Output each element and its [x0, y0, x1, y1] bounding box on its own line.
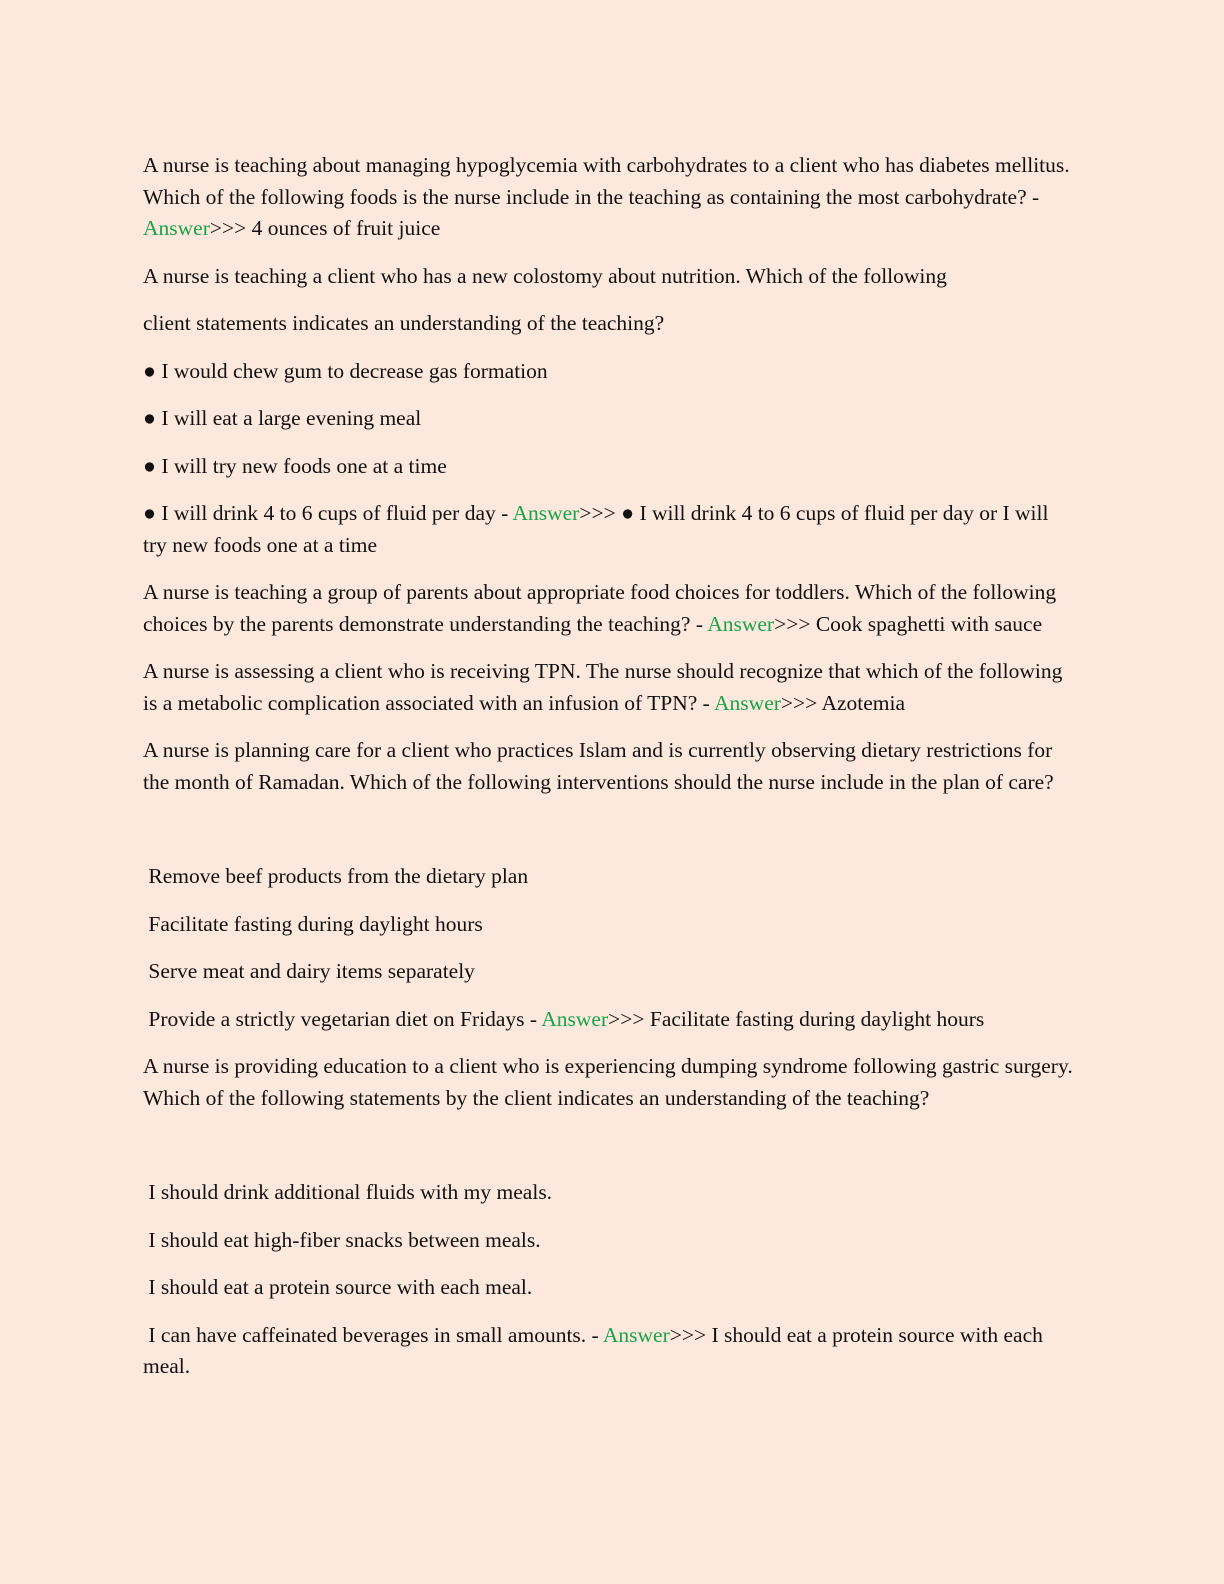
- question-6-answer: >>> I should eat a protein source with each meal.: [143, 1322, 1043, 1378]
- question-5-answer: >>> Facilitate fasting during daylight hours: [608, 1006, 985, 1031]
- question-6-text: A nurse is providing education to a client who is experiencing dumping syndrome following gastric surgery. Which of the following statements by the client indicates an understanding of the teaching?: [143, 1054, 1073, 1110]
- question-6-option-4: [143, 1320, 1073, 1383]
- question-5-last-option: Provide a strictly vegetarian diet on Fridays -: [143, 1006, 542, 1031]
- question-6-option-1: I should drink additional fluids with my meals.: [143, 1180, 553, 1204]
- answer-label: Answer: [714, 690, 781, 715]
- question-2-line-2: client statements indicates an understanding of the teaching?: [143, 311, 665, 335]
- question-2-option-3: ● I will try new foods one at a time: [143, 453, 447, 478]
- question-4-text: A nurse is assessing a client who is receiving TPN. The nurse should recognize that which of the following is a metabolic complication associated with an infusion of TPN? -: [143, 659, 1063, 715]
- question-6-option-3: I should eat a protein source with each meal.: [143, 1275, 533, 1299]
- answer-label: Answer: [602, 1322, 670, 1347]
- question-1-text: A nurse is teaching about managing hypoglycemia with carbohydrates to a client who has diabetes mellitus. Which of the following foods is the nurse include in the teaching as containing the most carbohydrate? -: [143, 153, 1070, 209]
- question-2-option-4: [143, 498, 1073, 561]
- document-page: [143, 150, 1073, 1383]
- question-5-text: A nurse is planning care for a client who practices Islam and is currently observing dietary restrictions for the month of Ramadan. Which of the following interventions should the nurse include in the plan of care?: [143, 738, 1054, 794]
- answer-label: Answer: [512, 501, 580, 525]
- question-2-answer: >>> ● I will drink 4 to 6 cups of fluid per day or I will try new foods one at a time: [143, 501, 1049, 557]
- question-1: [143, 150, 1073, 245]
- question-5-option-3: Serve meat and dairy items separately: [143, 959, 475, 983]
- question-5-option-4: [143, 1004, 1073, 1036]
- question-5-option-1: Remove beef products from the dietary plan: [143, 864, 529, 888]
- question-3: [143, 577, 1073, 640]
- question-4-answer: >>> Azotemia: [780, 690, 906, 715]
- answer-label: Answer: [541, 1006, 609, 1031]
- question-2-option-1: ● I would chew gum to decrease gas formation: [143, 358, 548, 383]
- question-6-last-option: I can have caffeinated beverages in small amounts. -: [143, 1322, 603, 1347]
- answer-label: Answer: [143, 216, 210, 240]
- question-2-line-1: A nurse is teaching a client who has a new colostomy about nutrition. Which of the following: [143, 263, 947, 288]
- question-2-last-option: ● I will drink 4 to 6 cups of fluid per day -: [143, 501, 513, 525]
- question-1-answer: >>> 4 ounces of fruit juice: [209, 216, 441, 240]
- question-2-option-2: ● I will eat a large evening meal: [143, 406, 422, 430]
- question-5-option-2: Facilitate fasting during daylight hours: [143, 911, 483, 936]
- answer-label: Answer: [707, 611, 775, 636]
- question-3-text: A nurse is teaching a group of parents about appropriate food choices for toddlers. Which of the following choices by the parents demonstrate understanding the teaching? -: [143, 580, 1057, 636]
- question-4: [143, 656, 1073, 719]
- question-6-option-2: I should eat high-fiber snacks between meals.: [143, 1227, 541, 1252]
- question-3-answer: >>> Cook spaghetti with sauce: [774, 611, 1043, 636]
